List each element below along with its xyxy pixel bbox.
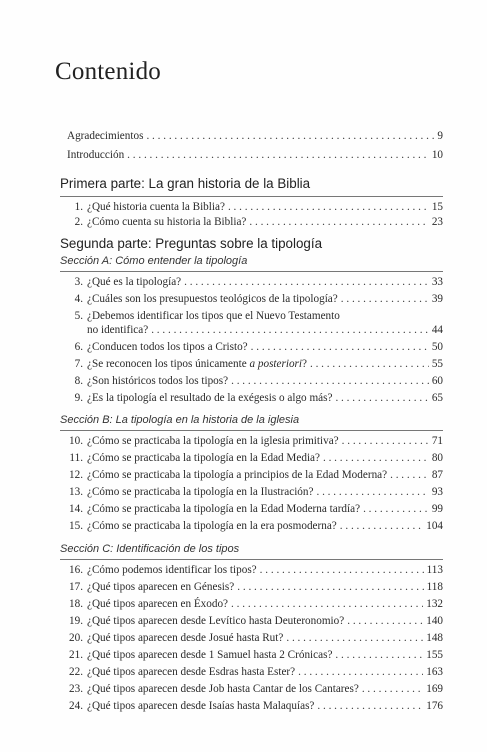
entry-number: 10.: [69, 435, 83, 447]
entry-text: ¿Cómo se practicaba la tipología en la iglesia primitiva?: [87, 435, 339, 447]
divider: [60, 430, 443, 431]
entry-text: ¿Cuáles son los presupuestos teológicos de la tipología?: [87, 293, 338, 305]
toc-entry[interactable]: [60, 357, 443, 371]
toc-entry[interactable]: [60, 699, 443, 713]
entry-text: ¿Se reconocen los tipos únicamente a posteriori?: [87, 358, 307, 370]
entry-page: 10: [431, 149, 443, 161]
toc-entry[interactable]: [60, 468, 443, 482]
entry-number: 17.: [69, 581, 83, 593]
entry-page: 71: [431, 435, 443, 447]
entry-page: 148: [426, 632, 443, 644]
entry-text: ¿Qué tipos aparecen desde Job hasta Cantar de los Cantares?: [87, 683, 359, 695]
toc-entry[interactable]: [60, 215, 443, 229]
toc-entry[interactable]: [60, 391, 443, 405]
toc-entry[interactable]: [60, 682, 443, 696]
entry-text: ¿Qué historia cuenta la Biblia?: [87, 201, 225, 213]
leader-dots: [335, 391, 428, 405]
toc-entry[interactable]: [60, 309, 443, 323]
toc-entry[interactable]: [60, 519, 443, 533]
entry-page: 104: [426, 520, 443, 532]
entry-number: 21.: [69, 649, 83, 661]
toc-entry[interactable]: [60, 451, 443, 465]
entry-text: ¿Cómo se practicaba la tipología a principios de la Edad Moderna?: [87, 469, 388, 481]
entry-text: ¿Qué tipos aparecen desde Levítico hasta Deuteronomio?: [87, 615, 345, 627]
part-heading-2: Segunda parte: Preguntas sobre la tipología: [60, 236, 323, 251]
divider: [60, 196, 443, 197]
entry-number: 4.: [74, 293, 83, 305]
toc-entry[interactable]: [60, 597, 443, 611]
entry-text: no identifica?: [87, 324, 149, 336]
entry-text: ¿Cómo se practicaba la tipología en la Edad Moderna tardía?: [87, 503, 361, 515]
leader-dots: [323, 451, 429, 465]
entry-page: 50: [431, 341, 443, 353]
leader-dots: [237, 580, 423, 594]
leader-dots: [341, 292, 429, 306]
entry-text: ¿Cómo se practicaba la tipología en la era posmoderna?: [87, 520, 337, 532]
leader-dots: [127, 148, 429, 162]
toc-entry[interactable]: [60, 374, 443, 388]
entry-text: Agradecimientos: [67, 130, 144, 142]
entry-text: ¿Qué tipos aparecen desde Josué hasta Rut?: [87, 632, 284, 644]
leader-dots: [298, 665, 423, 679]
entry-page: 118: [426, 581, 443, 593]
entry-number: 19.: [69, 615, 83, 627]
toc-entry[interactable]: [60, 485, 443, 499]
entry-text: ¿Qué tipos aparecen en Éxodo?: [87, 598, 229, 610]
entry-page: 23: [431, 216, 443, 228]
entry-page: 80: [431, 452, 443, 464]
toc-entry[interactable]: [60, 563, 443, 577]
entry-text: ¿Qué tipos aparecen desde 1 Samuel hasta 2 Crónicas?: [87, 649, 333, 661]
leader-dots: [231, 597, 423, 611]
part-heading-1: Primera parte: La gran historia de la Biblia: [60, 176, 311, 191]
section-heading-c: Sección C: Identificación de los tipos: [60, 543, 240, 555]
toc-entry[interactable]: [60, 275, 443, 289]
toc-entry-continuation[interactable]: [60, 323, 443, 337]
toc-entry[interactable]: [60, 580, 443, 594]
entry-number: 11.: [69, 452, 83, 464]
leader-dots: [146, 129, 434, 143]
entry-number: 6.: [74, 341, 83, 353]
toc-entry[interactable]: [60, 614, 443, 628]
leader-dots: [249, 215, 428, 229]
leader-dots: [362, 682, 423, 696]
entry-page: 176: [426, 700, 443, 712]
entry-number: 16.: [69, 564, 83, 576]
entry-page: 99: [431, 503, 443, 515]
entry-page: 169: [426, 683, 443, 695]
page-title: Contenido: [55, 58, 161, 85]
entry-page: 113: [426, 564, 443, 576]
leader-dots: [228, 200, 429, 214]
entry-number: 2.: [74, 216, 83, 228]
entry-page: 55: [431, 358, 443, 370]
entry-text: ¿Qué es la tipología?: [87, 276, 182, 288]
entry-page: 132: [426, 598, 443, 610]
toc-entry[interactable]: [60, 631, 443, 645]
leader-dots: [260, 563, 424, 577]
entry-number: 23.: [69, 683, 83, 695]
toc-entry[interactable]: [60, 502, 443, 516]
entry-text: Introducción: [67, 149, 125, 161]
entry-page: 163: [426, 666, 443, 678]
entry-text: ¿Es la tipología el resultado de la exégesis o algo más?: [87, 392, 333, 404]
entry-text: ¿Qué tipos aparecen en Génesis?: [87, 581, 235, 593]
entry-number: 12.: [69, 469, 83, 481]
entry-number: 15.: [69, 520, 83, 532]
leader-dots: [363, 502, 429, 516]
leader-dots: [251, 340, 429, 354]
leader-dots: [310, 357, 429, 371]
entry-page: 65: [431, 392, 443, 404]
entry-text: ¿Cómo podemos identificar los tipos?: [87, 564, 257, 576]
toc-entry-agradecimientos[interactable]: [67, 129, 443, 143]
entry-number: 20.: [69, 632, 83, 644]
entry-text: ¿Cómo se practicaba la tipología en la Ilustración?: [87, 486, 314, 498]
entry-number: 9.: [74, 392, 83, 404]
leader-dots: [151, 323, 429, 337]
toc-entry[interactable]: [60, 434, 443, 448]
leader-dots: [286, 631, 423, 645]
leader-dots: [335, 648, 423, 662]
leader-dots: [231, 374, 429, 388]
divider: [60, 271, 443, 272]
emphasis-text: a posteriori: [249, 358, 303, 370]
toc-entry[interactable]: [60, 340, 443, 354]
leader-dots: [340, 519, 423, 533]
entry-text: ¿Qué tipos aparecen desde Esdras hasta Ester?: [87, 666, 296, 678]
entry-number: 8.: [74, 375, 83, 387]
leader-dots: [390, 468, 429, 482]
entry-page: 93: [431, 486, 443, 498]
entry-page: 44: [431, 324, 443, 336]
entry-number: 3.: [74, 276, 83, 288]
entry-page: 155: [426, 649, 443, 661]
entry-text: ¿Cómo se practicaba la tipología en la Edad Media?: [87, 452, 320, 464]
entry-page: 60: [431, 375, 443, 387]
section-heading-b: Sección B: La tipología en la historia de la iglesia: [60, 414, 300, 426]
leader-dots: [316, 485, 428, 499]
toc-entry[interactable]: [60, 292, 443, 306]
entry-text: ¿Qué tipos aparecen desde Isaías hasta Malaquías?: [87, 700, 315, 712]
entry-page: 87: [431, 469, 443, 481]
entry-number: 5.: [74, 310, 83, 322]
entry-page: 15: [431, 201, 443, 213]
leader-dots: [342, 434, 429, 448]
entry-page: 9: [437, 130, 443, 142]
entry-number: 18.: [69, 598, 83, 610]
entry-text: ¿Cómo cuenta su historia la Biblia?: [87, 216, 247, 228]
entry-page: 39: [431, 293, 443, 305]
leader-dots: [347, 614, 423, 628]
divider: [60, 559, 443, 560]
leader-dots: [184, 275, 429, 289]
toc-entry[interactable]: [60, 648, 443, 662]
entry-number: 1.: [74, 201, 83, 213]
entry-number: 22.: [69, 666, 83, 678]
entry-number: 14.: [69, 503, 83, 515]
entry-text: ¿Debemos identificar los tipos que el Nuevo Testamento: [87, 310, 340, 322]
entry-number: 24.: [69, 700, 83, 712]
entry-number: 7.: [74, 358, 83, 370]
section-heading-a: Sección A: Cómo entender la tipología: [60, 255, 248, 267]
toc-entry-introduccion[interactable]: [67, 148, 443, 162]
entry-text: ¿Conducen todos los tipos a Cristo?: [87, 341, 248, 353]
entry-page: 140: [426, 615, 443, 627]
entry-text: ¿Son históricos todos los tipos?: [87, 375, 229, 387]
entry-number: 13.: [69, 486, 83, 498]
leader-dots: [317, 699, 423, 713]
entry-page: 33: [431, 276, 443, 288]
toc-entry[interactable]: [60, 665, 443, 679]
toc-entry[interactable]: [60, 200, 443, 214]
